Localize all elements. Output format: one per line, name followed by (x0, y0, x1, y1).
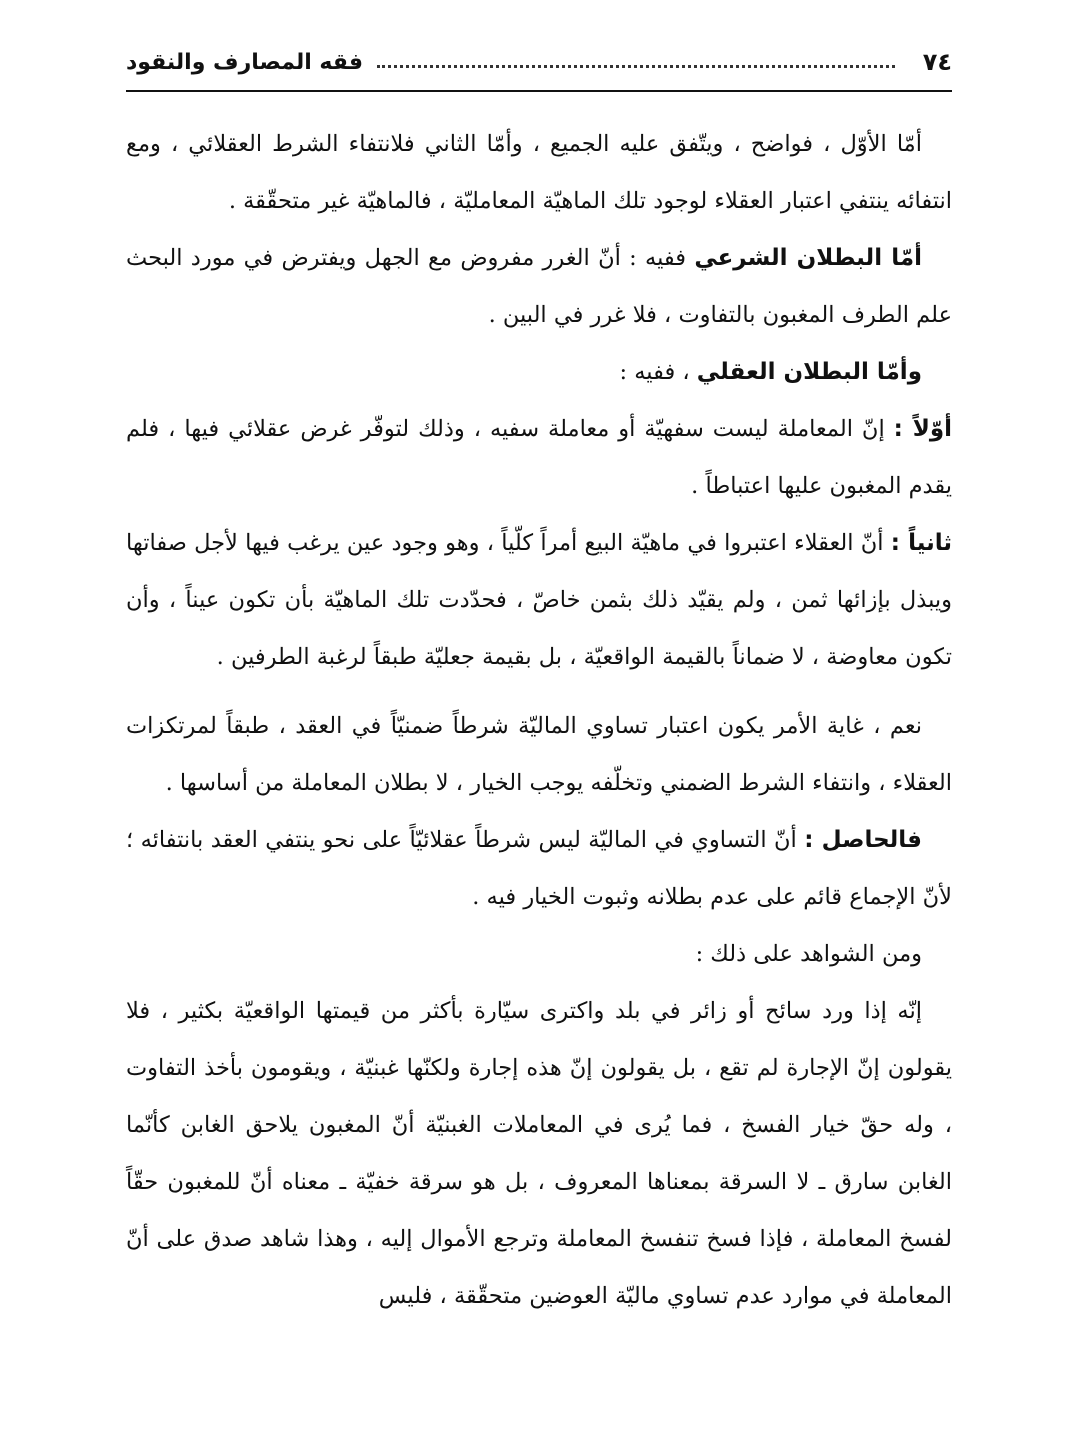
paragraph (126, 983, 952, 1325)
page-body (126, 116, 952, 1325)
paragraph (126, 812, 952, 926)
paragraph (126, 401, 952, 515)
paragraph-text: إنّه إذا ورد سائح أو زائر في بلد واكترى سيّارة بأكثر من قيمتها الواقعيّة بكثير ، فلا يقولون إنّ الإجارة لم تقع ، بل يقولون إنّ هذه إجارة ولكنّها غبنيّة ، ويقومون بأخذ التفاوت ، وله حقّ خيار الفسخ ، فما يُرى في المعاملات الغبنيّة أنّ المغبون يلاحق الغابن كأنّما الغابن سارق ـ لا السرقة بمعناها المعروف ، بل هو سرقة خفيّة ـ معناه أنّ للمغبون حقّاً لفسخ المعاملة ، فإذا فسخ تنفسخ المعاملة وترجع الأموال إليه ، وهذا شاهد صدق على أنّ المعاملة في موارد عدم تساوي ماليّة العوضين متحقّقة ، فليس (126, 998, 952, 1309)
paragraph (126, 698, 952, 812)
paragraph-lead: ثانياً : (890, 530, 953, 556)
paragraph-text: أنّ العقلاء اعتبروا في ماهيّة البيع أمراً كلّياً ، وهو وجود عين يرغب فيها لأجل صفاتها ويبذل بإزائها ثمن ، ولم يقيّد ذلك بثمن خاصّ ، فحدّدت تلك الماهيّة بأن تكون عيناً ، وأن تكون معاوضة ، لا ضماناً بالقيمة الواقعيّة ، بل بقيمة جعليّة طبقاً لرغبة الطرفين . (126, 530, 952, 670)
paragraph-text: أمّا الأوّل ، فواضح ، ويتّفق عليه الجميع ، وأمّا الثاني فلانتفاء الشرط العقلائي ، ومع انتفائه ينتفي اعتبار العقلاء لوجود تلك الماهيّة المعامليّة ، فالماهيّة غير متحقّقة . (126, 131, 952, 214)
paragraph-text: ومن الشواهد على ذلك : (695, 941, 922, 967)
book-title: فقه المصارف والنقود (126, 49, 363, 75)
running-header (126, 42, 952, 82)
paragraph-lead: فالحاصل : (804, 827, 922, 853)
paragraph (126, 344, 952, 401)
paragraph (126, 515, 952, 686)
paragraph-text: إنّ المعاملة ليست سفهيّة أو معاملة سفيه ، وذلك لتوفّر غرض عقلائي فيها ، فلم يقدم المغبون عليها اعتباطاً . (126, 416, 952, 499)
dotted-leader (377, 65, 895, 68)
paragraph-lead: وأمّا البطلان العقلي (696, 359, 922, 385)
paragraph (126, 926, 952, 983)
paragraph-text: ففيه : أنّ الغرر مفروض مع الجهل ويفترض في مورد البحث علم الطرف المغبون بالتفاوت ، فلا غرر في البين . (126, 245, 952, 328)
paragraph-lead: أوّلاً : (893, 416, 952, 442)
paragraph-text: نعم ، غاية الأمر يكون اعتبار تساوي الماليّة شرطاً ضمنيّاً في العقد ، طبقاً لمرتكزات العقلاء ، وانتفاء الشرط الضمني وتخلّفه يوجب الخيار ، لا بطلان المعاملة من أساسها . (126, 713, 952, 796)
paragraph (126, 116, 952, 230)
paragraph-lead: أمّا البطلان الشرعي (694, 245, 922, 271)
page-number: ٧٤ (922, 48, 952, 76)
paragraph-text: ، ففيه : (619, 359, 697, 385)
paragraph (126, 230, 952, 344)
paragraph-text: أنّ التساوي في الماليّة ليس شرطاً عقلائيّاً على نحو ينتفي العقد بانتفائه ؛ لأنّ الإجماع قائم على عدم بطلانه وثبوت الخيار فيه . (126, 827, 952, 910)
header-rule (126, 90, 952, 92)
